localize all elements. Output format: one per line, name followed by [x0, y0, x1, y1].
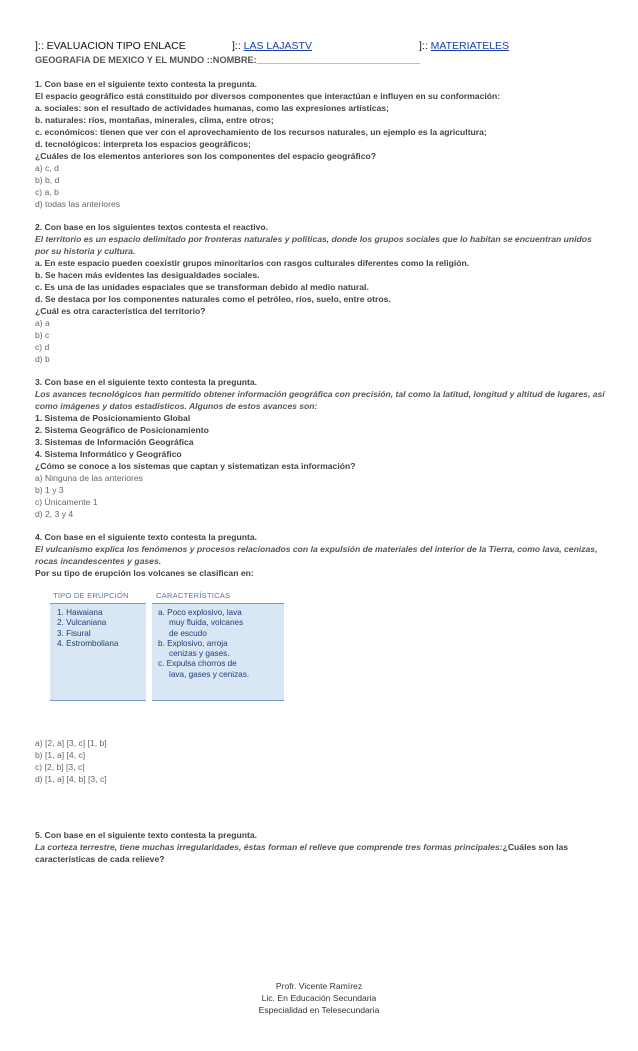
header-link-lajastv-wrap: ]:: LAS LAJASTV — [232, 40, 312, 52]
question-line: d. Se destaca por los componentes naturales como el petróleo, ríos, suelo, entre otros. — [35, 294, 391, 304]
footer-degree: Lic. En Educación Secundaria — [261, 993, 377, 1003]
question-heading: 5. Con base en el siguiente texto contesta la pregunta. — [35, 830, 258, 840]
question-line: c. económicos: tienen que ver con el aprovechamiento de los recursos naturales, un ejemplo es la agricultura; — [35, 127, 487, 137]
header-title: ]:: EVALUACION TIPO ENLACE — [35, 40, 186, 52]
question-line: b. naturales: ríos, montañas, minerales, clima, entre otros; — [35, 115, 274, 125]
question-prompt: ¿Cómo se conoce a los sistemas que captan y sistematizan esta información? — [35, 461, 356, 471]
question-2 — [35, 221, 605, 365]
table-cell: 3. Fisural — [57, 628, 91, 638]
answer-option: d) b — [35, 354, 50, 364]
answer-option: d) 2, 3 y 4 — [35, 509, 74, 519]
header-subtitle: GEOGRAFIA DE MEXICO Y EL MUNDO ::NOMBRE:________________________________ — [35, 55, 421, 65]
answer-option: c) a, b — [35, 187, 59, 197]
question-heading: 2. Con base en los siguientes textos contesta el reactivo. — [35, 222, 269, 232]
table-header-eruption-type: TIPO DE ERUPCIÓN — [53, 591, 129, 600]
answer-option: d) [1, a] [4, b] [3, c] — [35, 774, 107, 784]
answer-option: b) [1, a] [4, c] — [35, 750, 86, 760]
link-lajastv[interactable]: LAS LAJASTV — [243, 40, 312, 52]
question-heading: 3. Con base en el siguiente texto contesta la pregunta. — [35, 377, 258, 387]
question-prompt: ¿Cuáles de los elementos anteriores son los componentes del espacio geográfico? — [35, 151, 376, 161]
question-line: a. sociales: son el resultado de actividades humanas, como las expresiones artísticas; — [35, 103, 389, 113]
answer-option: a) a — [35, 318, 50, 328]
question-4 — [35, 531, 605, 785]
header-row — [35, 40, 605, 54]
answer-option: c) Únicamente 1 — [35, 497, 98, 507]
question-line: c. Es una de las unidades espaciales que se transforman debido al medio natural. — [35, 282, 369, 292]
question-heading: 1. Con base en el siguiente texto contesta la pregunta. — [35, 79, 258, 89]
question-line: 3. Sistemas de Información Geográfica — [35, 437, 194, 447]
question-prompt: ¿Cuál es otra característica del territorio? — [35, 306, 206, 316]
question-line: a. En este espacio pueden coexistir grupos minoritarios con rasgos culturales diferentes como la religión. — [35, 258, 470, 268]
answer-option: d) todas las anteriores — [35, 199, 121, 209]
answer-option: b) c — [35, 330, 50, 340]
table-cell: 4. Estromboliana — [57, 638, 119, 648]
eruption-types-table — [50, 591, 284, 701]
question-3 — [35, 376, 605, 520]
answer-option: a) [2, a] [3, c] [1, b] — [35, 738, 107, 748]
header-link-materiateles-wrap: ]:: MATERIATELES — [419, 40, 510, 52]
answer-option: c) d — [35, 342, 50, 352]
footer — [0, 980, 638, 1016]
table-cell: c. Expulsa chorros de — [158, 659, 237, 669]
question-line: 1. Sistema de Posicionamiento Global — [35, 413, 191, 423]
question-5 — [35, 829, 605, 865]
table-header-characteristics: CARACTERÍSTICAS — [156, 591, 231, 600]
question-line: 2. Sistema Geográfico de Posicionamiento — [35, 425, 209, 435]
question-text-italic: El vulcanismo explica los fenómenos y procesos relacionados con la expulsión de materiales del interior de la Tierra, como lava, cenizas, rocas incandescentes y gases. — [35, 544, 598, 566]
table-cell: b. Explosivo, arroja — [158, 638, 228, 648]
table-cell: 1. Hawaiana — [57, 608, 103, 617]
footer-author: Profr. Vicente Ramírez — [275, 981, 363, 991]
question-text-italic: El territorio es un espacio delimitado por fronteras naturales y políticas, donde los grupos sociales que lo habitan se encuentran unidos por su historia y cultura. — [35, 234, 592, 256]
question-text-italic: Los avances tecnológicos han permitido obtener información geográfica con precisión, tal como la latitud, longitud y altitud de lugares, así como imágenes y datos estadísticos. Algunos de estos avances son: — [35, 389, 605, 411]
question-line: b. Se hacen más evidentes las desigualdades sociales. — [35, 270, 260, 280]
table-cell: muy fluida, volcanes — [169, 618, 244, 628]
table-column-types — [50, 603, 146, 701]
question-line: El espacio geográfico está constituido por diversos componentes que interactúan e influyen en su conformación: — [35, 91, 501, 101]
answer-option: c) [2, b] [3, c] — [35, 762, 85, 772]
footer-specialty: Especialidad en Telesecundaria — [258, 1005, 380, 1015]
table-cell: cenizas y gases. — [169, 649, 230, 659]
answer-option: b) 1 y 3 — [35, 485, 64, 495]
table-cell: a. Poco explosivo, lava — [158, 608, 242, 617]
question-line: d. tecnológicos: interpreta los espacios geográficos; — [35, 139, 251, 149]
answer-option: b) b, d — [35, 175, 60, 185]
table-cell: lava, gases y cenizas. — [169, 669, 250, 679]
table-cell: 2. Vulcaniana — [57, 618, 107, 628]
question-heading: 4. Con base en el siguiente texto contesta la pregunta. — [35, 532, 258, 542]
question-line: 4. Sistema Informático y Geográfico — [35, 449, 182, 459]
document-page — [35, 40, 605, 865]
question-1 — [35, 78, 605, 210]
answer-option: a) c, d — [35, 163, 59, 173]
table-column-characteristics — [152, 603, 284, 701]
question-text-italic: La corteza terrestre, tiene muchas irregularidades, éstas forman el relieve que comprende tres formas principales: — [35, 842, 503, 852]
question-prompt: ¿Cuáles son las características de cada relieve? — [35, 842, 569, 864]
link-materiateles[interactable]: MATERIATELES — [430, 40, 510, 52]
answer-option: a) Ninguna de las anteriores — [35, 473, 143, 483]
question-prompt: Por su tipo de erupción los volcanes se clasifican en: — [35, 568, 254, 578]
question-text — [35, 841, 605, 865]
table-cell: de escudo — [169, 628, 207, 638]
